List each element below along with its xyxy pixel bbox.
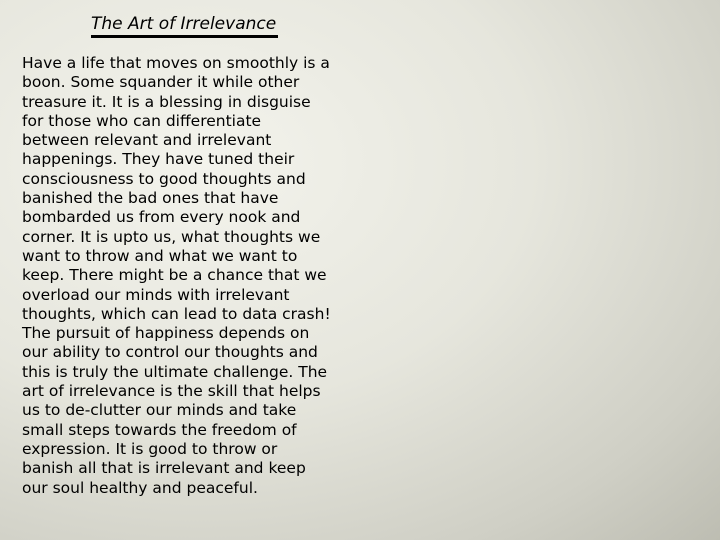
body-paragraph [22,54,362,498]
paragraph-line: between relevant and irrelevant [22,131,272,150]
paragraph-line: banish all that is irrelevant and keep [22,459,306,478]
paragraph-line: corner. It is upto us, what thoughts we [22,227,321,246]
paragraph-line: banished the bad ones that have [22,189,279,208]
paragraph-line: expression. It is good to throw or [22,439,278,458]
paragraph-line: this is truly the ultimate challenge. The [22,362,328,381]
paragraph-line: boon. Some squander it while other [22,73,300,92]
paragraph-line: Have a life that moves on smoothly is a [22,54,330,72]
paragraph-line: thoughts, which can lead to data crash! [22,304,331,323]
paragraph-line: our ability to control our thoughts and [22,343,318,362]
slide-title: The Art of Irrelevance [91,13,278,38]
paragraph-line: treasure it. It is a blessing in disguise [22,92,311,111]
paragraph-line: consciousness to good thoughts and [22,169,306,188]
paragraph-line: for those who can differentiate [22,111,262,130]
paragraph-line: happenings. They have tuned their [22,150,295,169]
paragraph-line: The pursuit of happiness depends on [22,324,310,343]
paragraph-line: our soul healthy and peaceful. [22,478,258,497]
paragraph-line: want to throw and what we want to [22,246,298,265]
paragraph-line: keep. There might be a chance that we [22,266,327,285]
paragraph-line: bombarded us from every nook and [22,208,301,227]
paragraph-line: us to de-clutter our minds and take [22,401,297,420]
paragraph-line: small steps towards the freedom of [22,420,297,439]
paragraph-line: overload our minds with irrelevant [22,285,290,304]
paragraph-line: art of irrelevance is the skill that helps [22,382,321,401]
